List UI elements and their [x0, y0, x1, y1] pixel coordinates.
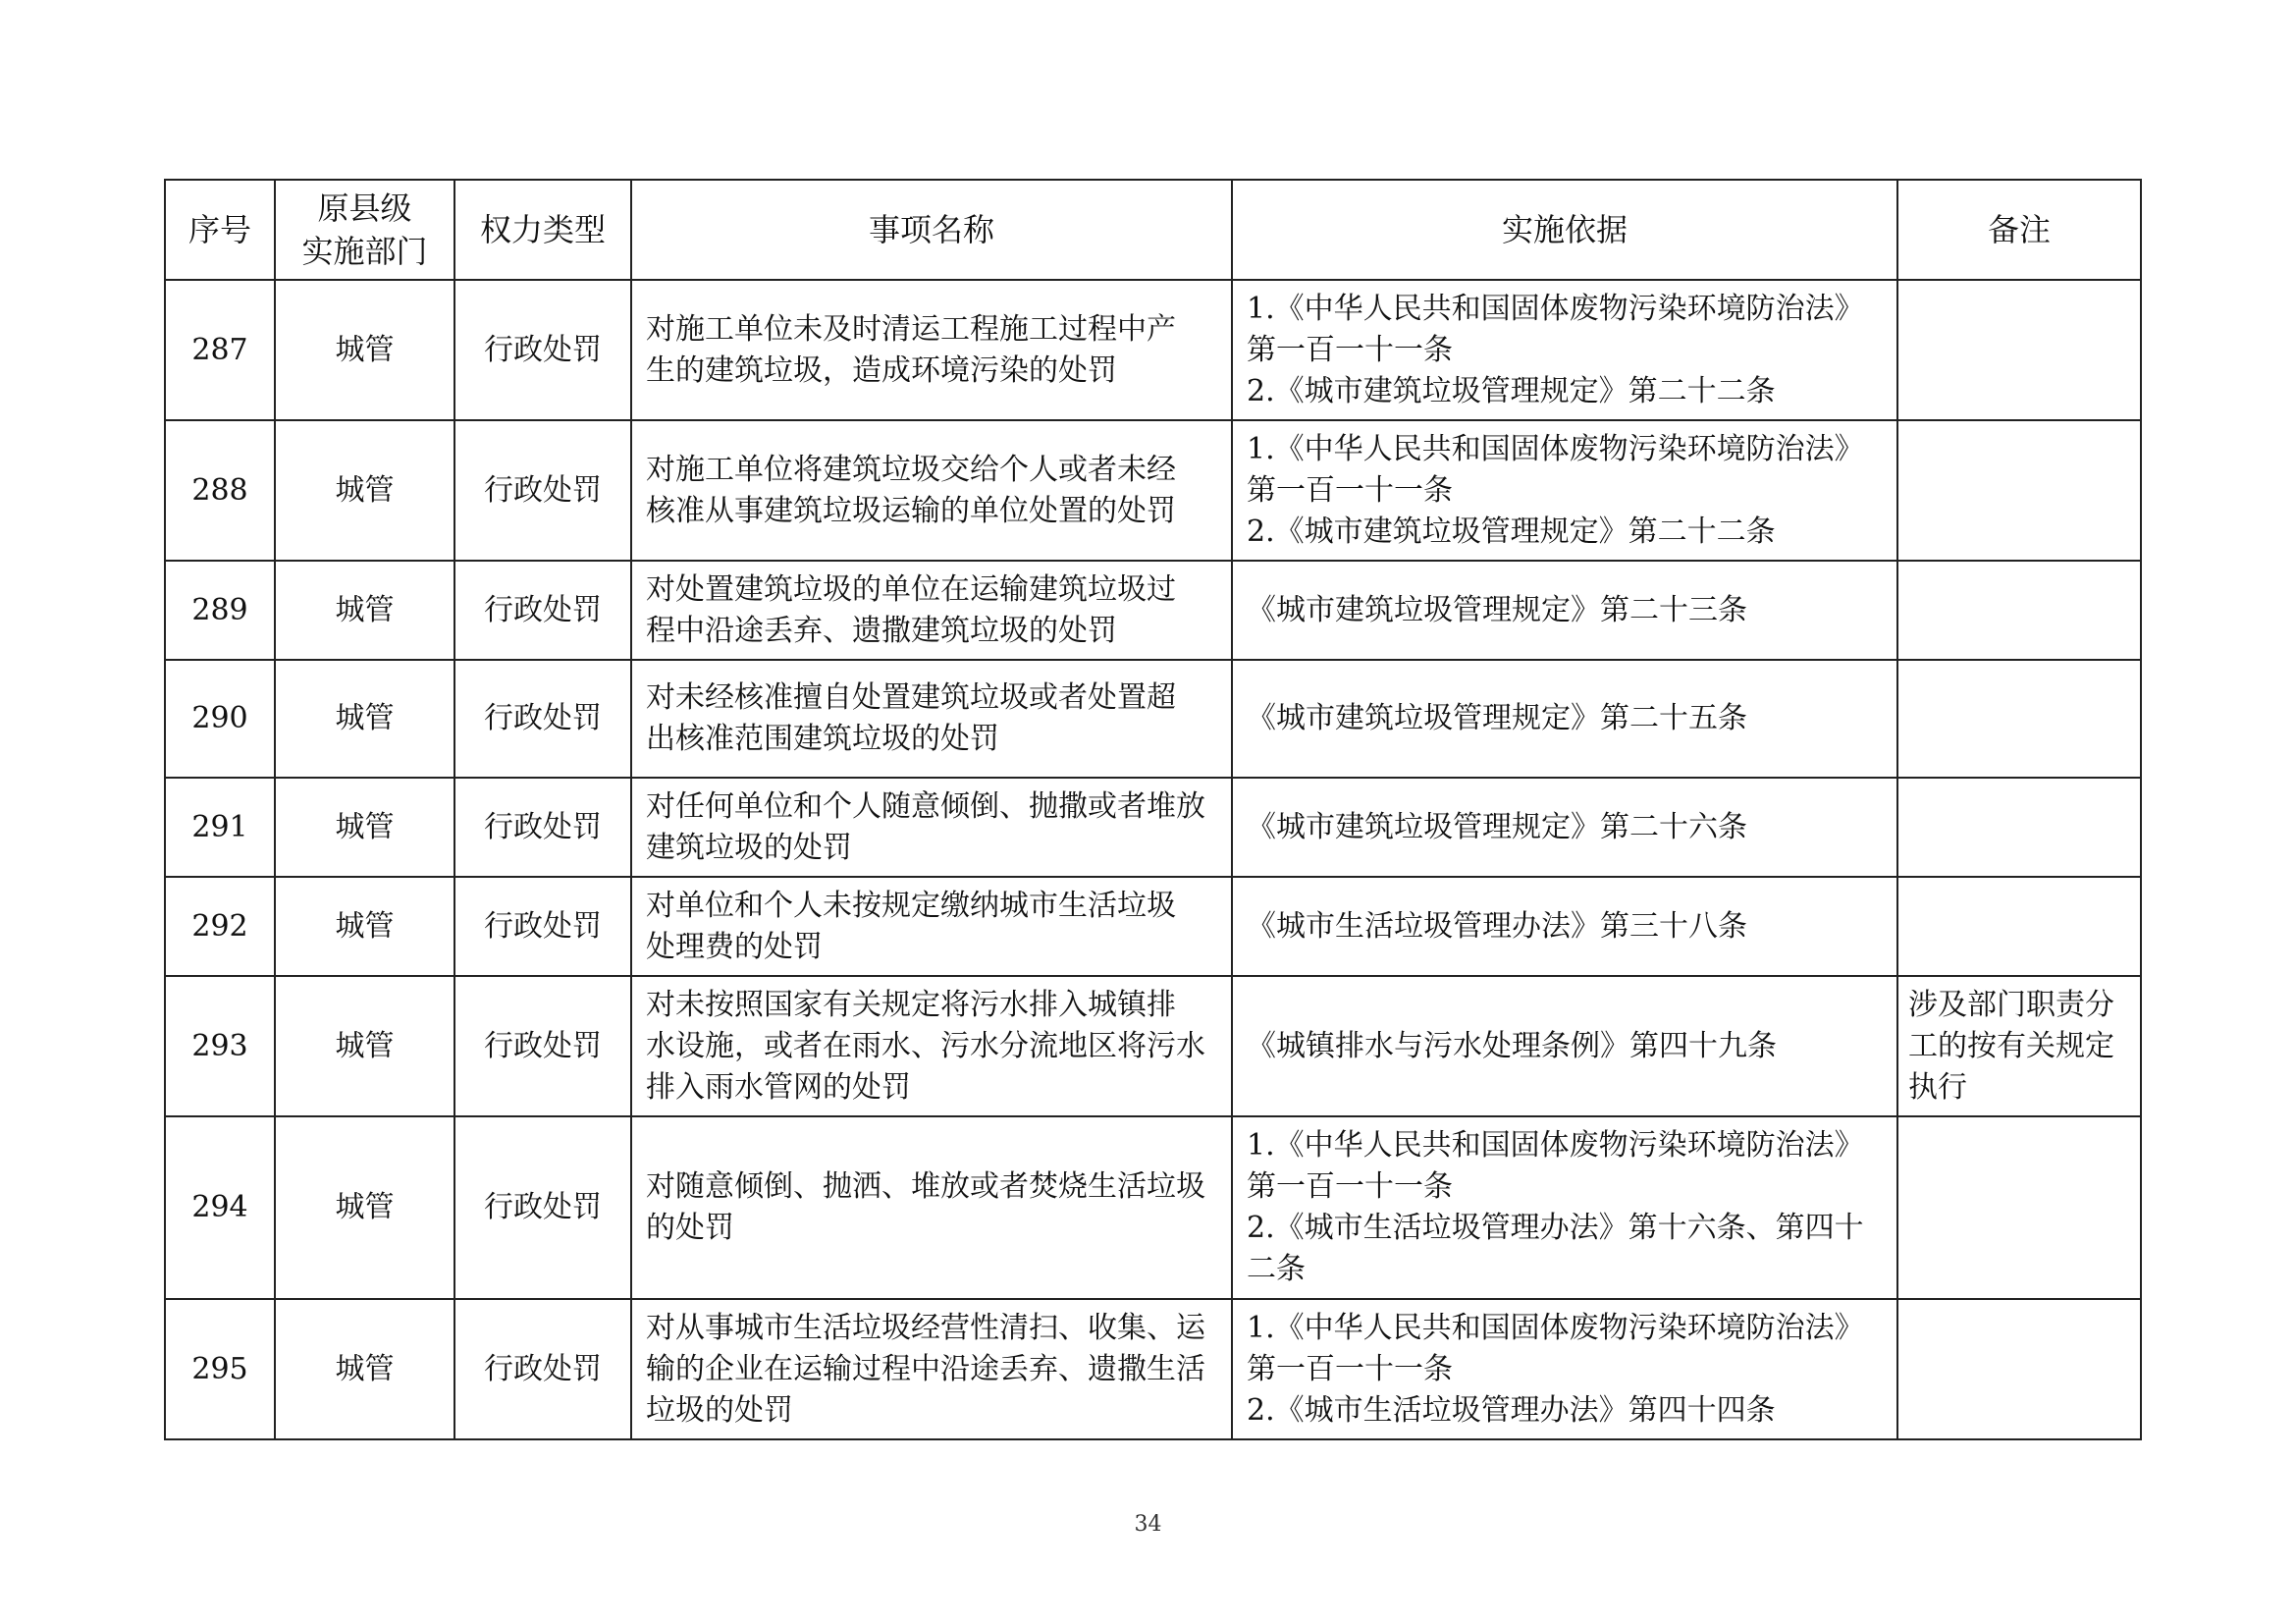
table-row [165, 976, 2141, 1116]
name-line: 建筑垃圾的处罚 [646, 830, 852, 865]
cell-basis [1232, 778, 1897, 877]
cell-dept: 城管 [275, 420, 454, 561]
cell-num: 294 [165, 1116, 275, 1299]
cell-name [631, 976, 1232, 1116]
cell-name [631, 561, 1232, 660]
cell-dept: 城管 [275, 660, 454, 778]
cell-name [631, 877, 1232, 976]
cell-note [1897, 1116, 2141, 1299]
cell-num: 292 [165, 877, 275, 976]
cell-dept: 城管 [275, 280, 454, 420]
cell-name [631, 420, 1232, 561]
basis-line: 《城市建筑垃圾管理规定》第二十六条 [1247, 809, 1747, 844]
note-line: 执行 [1908, 1069, 1967, 1105]
name-line: 生的建筑垃圾，造成环境污染的处罚 [646, 352, 1117, 388]
name-line: 对施工单位将建筑垃圾交给个人或者未经 [646, 452, 1176, 487]
cell-type: 行政处罚 [454, 420, 631, 561]
name-line: 出核准范围建筑垃圾的处罚 [646, 722, 999, 756]
basis-line: 《城市建筑垃圾管理规定》第二十三条 [1247, 592, 1747, 627]
table-row [165, 280, 2141, 420]
cell-dept: 城管 [275, 976, 454, 1116]
name-line: 垃圾的处罚 [646, 1392, 793, 1428]
header-note: 备注 [1897, 180, 2141, 280]
name-line: 水设施，或者在雨水、污水分流地区将污水 [646, 1028, 1205, 1063]
basis-line: 第一百一十一条 [1247, 332, 1453, 367]
header-dept: 原县级 实施部门 [275, 180, 454, 280]
cell-basis [1232, 420, 1897, 561]
name-line: 核准从事建筑垃圾运输的单位处置的处罚 [646, 493, 1176, 528]
cell-dept: 城管 [275, 778, 454, 877]
name-line: 排入雨水管网的处罚 [646, 1069, 911, 1105]
cell-basis [1232, 1299, 1897, 1439]
basis-line: 二条 [1247, 1252, 1306, 1286]
page-number: 34 [1134, 1512, 1162, 1537]
basis-line: 1.《中华人民共和国固体废物污染环境防治法》 [1247, 431, 1864, 466]
cell-dept: 城管 [275, 1299, 454, 1439]
header-basis: 实施依据 [1232, 180, 1897, 280]
cell-basis [1232, 877, 1897, 976]
name-line: 对从事城市生活垃圾经营性清扫、收集、运 [646, 1310, 1205, 1345]
name-line: 对单位和个人未按规定缴纳城市生活垃圾 [646, 888, 1176, 923]
cell-name [631, 660, 1232, 778]
cell-basis [1232, 561, 1897, 660]
cell-dept: 城管 [275, 1116, 454, 1299]
cell-name [631, 280, 1232, 420]
table-row [165, 877, 2141, 976]
cell-type: 行政处罚 [454, 778, 631, 877]
cell-type: 行政处罚 [454, 877, 631, 976]
cell-type: 行政处罚 [454, 561, 631, 660]
cell-note [1897, 877, 2141, 976]
table-row [165, 1299, 2141, 1439]
cell-basis [1232, 660, 1897, 778]
cell-note [1897, 976, 2141, 1116]
basis-line: 第一百一十一条 [1247, 1351, 1453, 1386]
basis-line: 《城镇排水与污水处理条例》第四十九条 [1247, 1028, 1777, 1063]
basis-line: 《城市建筑垃圾管理规定》第二十五条 [1247, 701, 1747, 735]
cell-num: 290 [165, 660, 275, 778]
cell-num: 289 [165, 561, 275, 660]
basis-line: 《城市生活垃圾管理办法》第三十八条 [1247, 908, 1747, 944]
cell-num: 295 [165, 1299, 275, 1439]
cell-name [631, 1299, 1232, 1439]
name-line: 处理费的处罚 [646, 929, 823, 964]
name-line: 程中沿途丢弃、遗撒建筑垃圾的处罚 [646, 613, 1117, 648]
name-line: 的处罚 [646, 1211, 734, 1245]
basis-line: 2.《城市建筑垃圾管理规定》第二十二条 [1247, 514, 1776, 549]
basis-line: 2.《城市建筑垃圾管理规定》第二十二条 [1247, 373, 1776, 408]
cell-note [1897, 778, 2141, 877]
name-line: 对随意倾倒、抛洒、堆放或者焚烧生活垃圾 [646, 1169, 1205, 1204]
header-name: 事项名称 [631, 180, 1232, 280]
cell-name [631, 1116, 1232, 1299]
basis-line: 1.《中华人民共和国固体废物污染环境防治法》 [1247, 291, 1864, 326]
table-row [165, 660, 2141, 778]
cell-dept: 城管 [275, 877, 454, 976]
header-num: 序号 [165, 180, 275, 280]
note-line: 涉及部门职责分 [1908, 987, 2114, 1022]
header-row [165, 180, 2141, 280]
header-type: 权力类型 [454, 180, 631, 280]
table-row [165, 561, 2141, 660]
cell-num: 291 [165, 778, 275, 877]
cell-note [1897, 561, 2141, 660]
cell-note [1897, 420, 2141, 561]
cell-basis [1232, 1116, 1897, 1299]
table-row [165, 778, 2141, 877]
name-line: 对处置建筑垃圾的单位在运输建筑垃圾过 [646, 571, 1176, 607]
cell-basis [1232, 976, 1897, 1116]
name-line: 对任何单位和个人随意倾倒、抛撒或者堆放 [646, 788, 1205, 824]
name-line: 输的企业在运输过程中沿途丢弃、遗撒生活 [646, 1351, 1205, 1386]
table-row [165, 1116, 2141, 1299]
basis-line: 第一百一十一条 [1247, 1169, 1453, 1204]
basis-line: 2.《城市生活垃圾管理办法》第四十四条 [1247, 1392, 1776, 1428]
cell-num: 293 [165, 976, 275, 1116]
authority-table [164, 179, 2142, 1440]
basis-line: 1.《中华人民共和国固体废物污染环境防治法》 [1247, 1128, 1864, 1163]
cell-note [1897, 280, 2141, 420]
cell-type: 行政处罚 [454, 1299, 631, 1439]
cell-basis [1232, 280, 1897, 420]
table-body [165, 280, 2141, 1439]
cell-type: 行政处罚 [454, 976, 631, 1116]
cell-name [631, 778, 1232, 877]
basis-line: 2.《城市生活垃圾管理办法》第十六条、第四十 [1247, 1211, 1864, 1245]
cell-note [1897, 1299, 2141, 1439]
cell-type: 行政处罚 [454, 280, 631, 420]
cell-type: 行政处罚 [454, 1116, 631, 1299]
name-line: 对施工单位未及时清运工程施工过程中产 [646, 311, 1176, 347]
cell-num: 288 [165, 420, 275, 561]
basis-line: 第一百一十一条 [1247, 472, 1453, 508]
cell-num: 287 [165, 280, 275, 420]
cell-note [1897, 660, 2141, 778]
table-row [165, 420, 2141, 561]
basis-line: 1.《中华人民共和国固体废物污染环境防治法》 [1247, 1310, 1864, 1345]
cell-dept: 城管 [275, 561, 454, 660]
name-line: 对未按照国家有关规定将污水排入城镇排 [646, 987, 1176, 1022]
note-line: 工的按有关规定 [1908, 1028, 2114, 1063]
name-line: 对未经核准擅自处置建筑垃圾或者处置超 [646, 680, 1176, 715]
cell-type: 行政处罚 [454, 660, 631, 778]
